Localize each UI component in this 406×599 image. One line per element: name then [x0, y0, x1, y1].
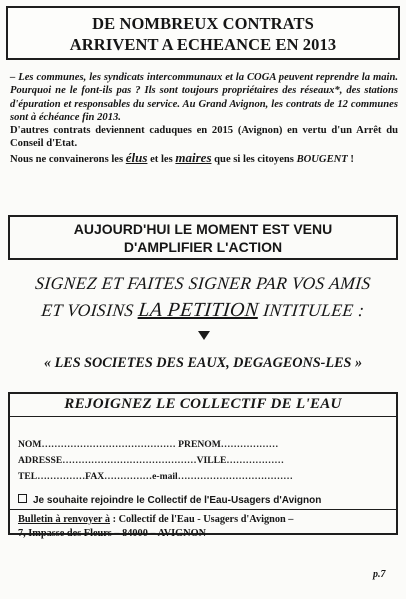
headline-box — [6, 6, 400, 60]
return-address-line-2: 7, Impasse des Fleurs – 84000 – AVIGNON — [18, 528, 207, 539]
intro-text — [10, 71, 398, 166]
callout-line-2: D'AMPLIFIER L'ACTION — [123, 239, 283, 255]
slogan: « LES SOCIETES DES EAUX, DEGAGEONS-LES » — [43, 355, 363, 371]
callout-line-1: AUJOURD'HUI LE MOMENT EST VENU — [73, 221, 333, 237]
form-title-rule — [10, 416, 396, 417]
return-address-line-1: Bulletin à renvoyer à : Collectif de l'Eau - Usagers d'Avignon – — [18, 514, 294, 525]
down-triangle-icon — [198, 331, 210, 340]
address-field[interactable]: ADRESSE……………………………………VILLE……………… — [18, 455, 284, 466]
intro-paragraph-3: Nous ne convainerons les élus et les maires que si les citoyens BOUGENT ! — [10, 149, 354, 165]
form-title: REJOIGNEZ LE COLLECTIF DE L'EAU — [64, 396, 342, 412]
intro-paragraph-1: – Les communes, les syndicats intercommunaux et la COGA peuvent reprendre la main. Pourquoi ne le font-ils pas ? Ils sont toujours propriétaires des réseaux*, des stations d'épuration et responsables du service. Au Grand Avignon, les contrats de 12 communes sont à échéance fin 2013. — [10, 72, 398, 123]
headline-line-1: DE NOMBREUX CONTRATS — [92, 14, 314, 33]
form-divider — [10, 509, 396, 510]
bougent-word: BOUGENT — [296, 153, 348, 165]
headline-line-2: ARRIVENT A ECHEANCE EN 2013 — [69, 35, 337, 54]
appeal-line-2: ET VOISINS LA PETITION INTITULEE : — [40, 299, 366, 321]
petition-word: LA PETITION — [137, 299, 260, 321]
name-field[interactable]: NOM…………………………………… PRENOM……………… — [18, 439, 279, 450]
appeal-line-1: SIGNEZ ET FAITES SIGNER PAR VOS AMIS — [34, 273, 372, 293]
contact-field[interactable]: TEL……………FAX……………e-mail……………………………… — [18, 471, 293, 482]
page-number: p.7 — [373, 569, 386, 580]
join-checkbox-row[interactable] — [18, 494, 321, 506]
join-checkbox-label: Je souhaite rejoindre le Collectif de l'Eau-Usagers d'Avignon — [33, 495, 322, 506]
elus-word: élus — [125, 149, 148, 165]
maires-word: maires — [175, 149, 212, 165]
checkbox-icon[interactable] — [18, 494, 27, 503]
intro-paragraph-2: D'autres contrats deviennent caduques en 2015 (Avignon) en vertu d'un Arrêt du Conseil d'Etat. — [10, 125, 398, 150]
signup-form — [8, 392, 398, 539]
callout-box — [8, 215, 398, 260]
